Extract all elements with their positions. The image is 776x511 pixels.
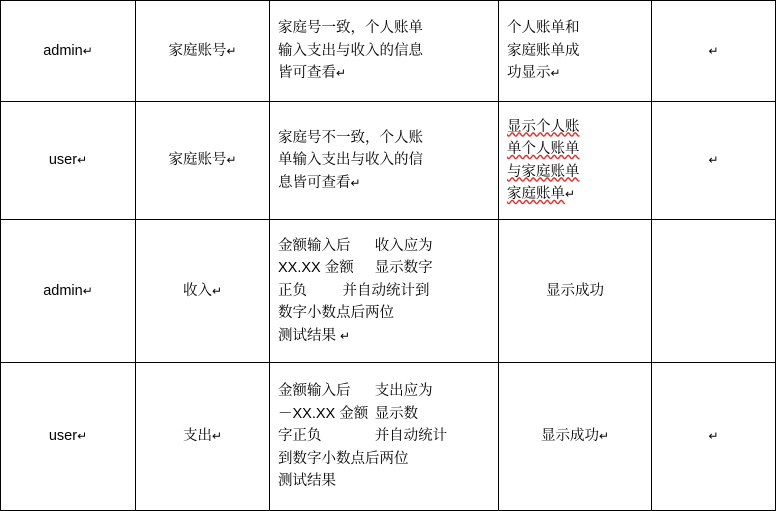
pilcrow-mark: ↵: [708, 43, 719, 58]
description-line: XX.XX 金额 显示数字: [278, 260, 433, 277]
cell-role: [1, 363, 136, 511]
cell-description: [270, 363, 499, 511]
pilcrow-mark: ↵: [708, 429, 719, 444]
description-line: 金额输入后 支出应为: [278, 383, 433, 400]
description-line: 正负 并自动统计到: [278, 282, 430, 299]
cell-description: [270, 220, 499, 363]
description-line: 单输入支出与收入的信: [278, 152, 423, 169]
description-line: 家庭号一致，个人账单: [278, 20, 423, 37]
description-line: －XX.XX 金额 显示数: [278, 405, 419, 422]
description-line: 金额输入后 收入应为: [278, 237, 433, 254]
description-line: 数字小数点后两位: [278, 305, 394, 322]
cell-role: [1, 102, 136, 220]
item-text: 收入: [182, 282, 212, 299]
pilcrow-mark: ↵: [340, 328, 351, 343]
expected-line: 与家庭账单: [507, 163, 580, 180]
pilcrow-mark: ↵: [708, 153, 719, 168]
cell-description: [270, 1, 499, 102]
pilcrow-mark: ↵: [550, 66, 561, 81]
pilcrow-mark: ↵: [336, 66, 347, 81]
cell-expected: [499, 363, 652, 511]
role-text: admin: [43, 42, 83, 59]
cell-expected: [499, 220, 652, 363]
pilcrow-mark: ↵: [211, 283, 223, 298]
pilcrow-mark: ↵: [598, 429, 610, 444]
expected-line: 个人账单和: [507, 20, 580, 37]
expected-line: 单个人账单: [507, 141, 580, 158]
description-line: 到数字小数点后两位: [278, 450, 409, 467]
cell-result: [652, 102, 776, 220]
description-line: 皆可查看↵: [278, 65, 347, 82]
cell-item: [136, 220, 270, 363]
expected-line: 家庭账单成: [507, 42, 580, 59]
table-row: [1, 102, 776, 220]
role-text: user: [48, 428, 78, 445]
pilcrow-mark: ↵: [211, 429, 223, 444]
role-text: admin: [43, 282, 83, 299]
cell-role: [1, 1, 136, 102]
table-row: [1, 363, 776, 511]
item-text: 家庭账号: [168, 152, 227, 169]
pilcrow-mark: ↵: [226, 43, 237, 58]
table-row: [1, 220, 776, 363]
description-line: 测试结果: [278, 473, 336, 490]
item-text: 支出: [182, 428, 212, 445]
description-line: 字正负 并自动统计: [278, 428, 448, 445]
cell-item: [136, 102, 270, 220]
description-line: 息皆可查看↵: [278, 174, 361, 191]
pilcrow-mark: ↵: [82, 43, 93, 58]
table-row: [1, 1, 776, 102]
cell-role: [1, 220, 136, 363]
cell-description: [270, 102, 499, 220]
description-line: 输入支出与收入的信息: [278, 42, 423, 59]
cell-result: [652, 1, 776, 102]
cell-item: [136, 363, 270, 511]
pilcrow-mark: ↵: [77, 153, 88, 168]
cell-result: [652, 363, 776, 511]
item-text: 家庭账号: [168, 42, 227, 59]
expected-line: 功显示↵: [507, 65, 561, 82]
pilcrow-mark: ↵: [350, 175, 361, 190]
pilcrow-mark: ↵: [77, 429, 88, 444]
cell-expected: [499, 1, 652, 102]
cell-result: [652, 220, 776, 363]
expected-line: 家庭账单↵: [507, 185, 576, 202]
pilcrow-mark: ↵: [226, 153, 237, 168]
cell-expected: [499, 102, 652, 220]
role-text: user: [48, 152, 78, 169]
description-line: 家庭号不一致，个人账: [278, 129, 423, 146]
pilcrow-mark: ↵: [565, 186, 576, 201]
expected-line: 显示个人账: [507, 118, 580, 135]
expected-line: 显示成功↵: [540, 428, 610, 445]
expected-line: 显示成功: [546, 282, 604, 299]
description-line: 测试结果 ↵: [278, 327, 351, 344]
pilcrow-mark: ↵: [82, 283, 93, 298]
cell-item: [136, 1, 270, 102]
